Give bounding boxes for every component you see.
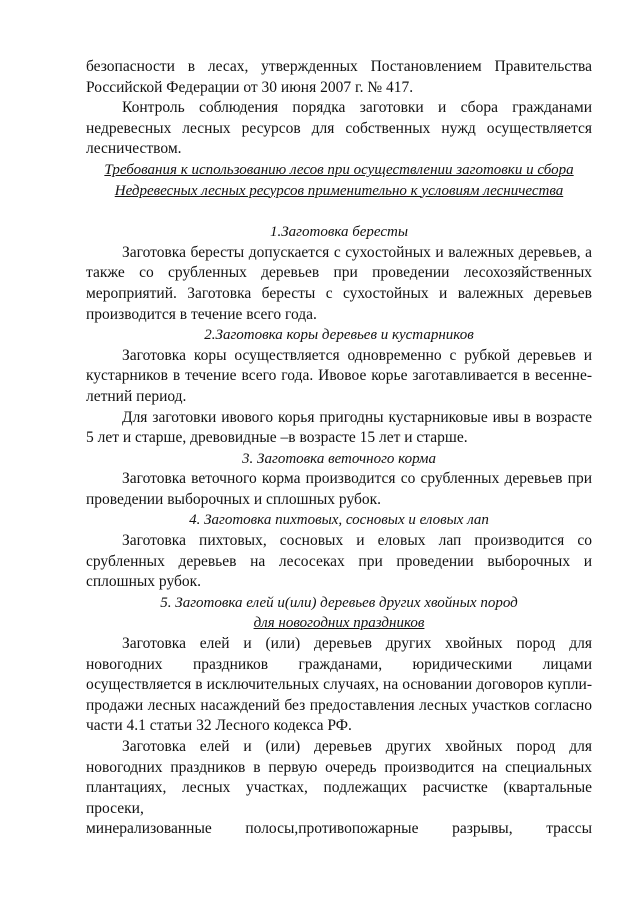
- section-paragraph: Заготовка коры осуществляется одновременно с рубкой деревьев и кустарников в течение всего года. Ивовое корье заготавливается в весенне-летний период.: [86, 346, 592, 405]
- document-page: [86, 57, 592, 840]
- section-paragraph: Заготовка пихтовых, сосновых и еловых лап производится со срубленных деревьев на лесосеках при проведении выборочных и сплошных рубок.: [86, 532, 592, 591]
- section-title-bark: 2.Заготовка коры деревьев и кустарников: [204, 327, 474, 344]
- paragraph-continuation-line2: Российской Федерации от 30 июня 2007 г. № 417.: [86, 78, 414, 96]
- section-title-conifer-branches: 4. Заготовка пихтовых, сосновых и еловых лап: [189, 512, 489, 529]
- section-paragraph: Заготовка елей и (или) деревьев других хвойных пород для новогодних праздников в первую очередь производится на специальных плантациях, лесных участках, подлежащих расчистке (квартальные просеки,: [86, 738, 592, 817]
- main-heading-line1: Требования к использованию лесов при осуществлении заготовки и сбора: [104, 161, 574, 178]
- paragraph-control: Контроль соблюдения порядка заготовки и сбора гражданами недревесных лесных ресурсов для собственных нужд осуществляется лесничеством.: [86, 99, 592, 158]
- section-title-christmas-trees-line2: для новогодних праздников: [253, 615, 425, 632]
- section-paragraph: Заготовка елей и (или) деревьев других хвойных пород для новогодних праздников гражданами, юридическими лицами осуществляется в исключительных случаях, на основании договоров купли-продажи лесных насаждений без предоставления лесных участков согласно части 4.1 статьи 32 Лесного кодекса РФ.: [86, 635, 592, 735]
- section-paragraph: Для заготовки ивового корья пригодны кустарниковые ивы в возрасте 5 лет и старше, древовидные –в возрасте 15 лет и старше.: [86, 408, 592, 447]
- section-title-christmas-trees: 5. Заготовка елей и(или) деревьев других хвойных пород: [160, 594, 518, 611]
- paragraph-continuation-line1: безопасности в лесах, утвержденных Постановлением Правительства: [86, 58, 592, 75]
- main-heading-line2: Недревесных лесных ресурсов применительно к условиям лесничества: [114, 182, 564, 199]
- section-title-branch-feed: 3. Заготовка веточного корма: [242, 450, 436, 467]
- section-paragraph: Заготовка бересты допускается с сухостойных и валежных деревьев, а также со срубленных деревьев при проведении лесохозяйственных мероприятий. Заготовка бересты с сухостойных и валежных деревьев производится в течение всего года.: [86, 243, 592, 323]
- spacer: [86, 201, 592, 222]
- section-paragraph: Заготовка веточного корма производится со срубленных деревьев при проведении выборочных и сплошных рубок.: [86, 470, 592, 508]
- section-paragraph-last-line: минерализованные полосы,противопожарные разрывы, трассы: [86, 820, 592, 838]
- section-title-birch-bark: 1.Заготовка бересты: [269, 224, 409, 241]
